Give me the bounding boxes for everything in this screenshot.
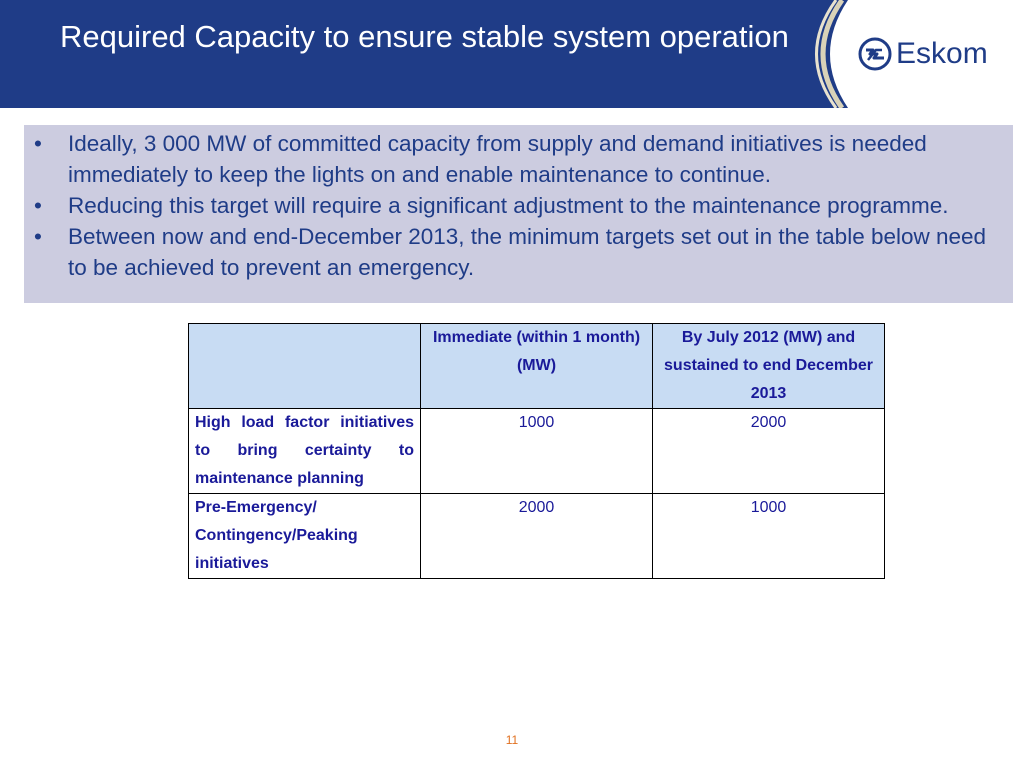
header-band xyxy=(0,0,1024,108)
row-sustained-value: 2000 xyxy=(653,409,885,494)
eskom-emblem-icon xyxy=(858,37,892,71)
bullet-marker: • xyxy=(34,224,42,249)
row-sustained-value: 1000 xyxy=(653,494,885,579)
row-label: Pre-Emergency/ Contingency/Peaking initiatives xyxy=(189,494,421,579)
eskom-logo xyxy=(858,36,988,72)
table-row xyxy=(189,494,885,579)
row-immediate-value: 1000 xyxy=(421,409,653,494)
table-row xyxy=(189,409,885,494)
bullet-item xyxy=(34,190,1003,221)
bullet-marker: • xyxy=(34,131,42,156)
bullet-text: Reducing this target will require a significant adjustment to the maintenance programme. xyxy=(68,193,949,218)
bullet-item xyxy=(34,221,1003,283)
table-header-immediate: Immediate (within 1 month) (MW) xyxy=(421,324,653,409)
row-label: High load factor initiatives to bring certainty to maintenance planning xyxy=(189,409,421,494)
table-header-sustained: By July 2012 (MW) and sustained to end December 2013 xyxy=(653,324,885,409)
table-header-cell-empty xyxy=(189,324,421,409)
bullet-marker: • xyxy=(34,193,42,218)
bullet-item xyxy=(34,128,1003,190)
bullet-text: Between now and end-December 2013, the minimum targets set out in the table below need to be achieved to prevent an emergency. xyxy=(68,224,987,280)
capacity-targets-table xyxy=(188,323,885,579)
bullet-text: Ideally, 3 000 MW of committed capacity from supply and demand initiatives is needed immediately to keep the lights on and enable maintenance to continue. xyxy=(68,131,927,187)
page-title: Required Capacity to ensure stable system operation xyxy=(60,19,789,54)
page-number: 11 xyxy=(505,733,519,747)
bullet-box xyxy=(24,125,1013,303)
logo-wordmark: Eskom xyxy=(896,37,988,70)
table-header-row xyxy=(189,324,885,409)
row-immediate-value: 2000 xyxy=(421,494,653,579)
